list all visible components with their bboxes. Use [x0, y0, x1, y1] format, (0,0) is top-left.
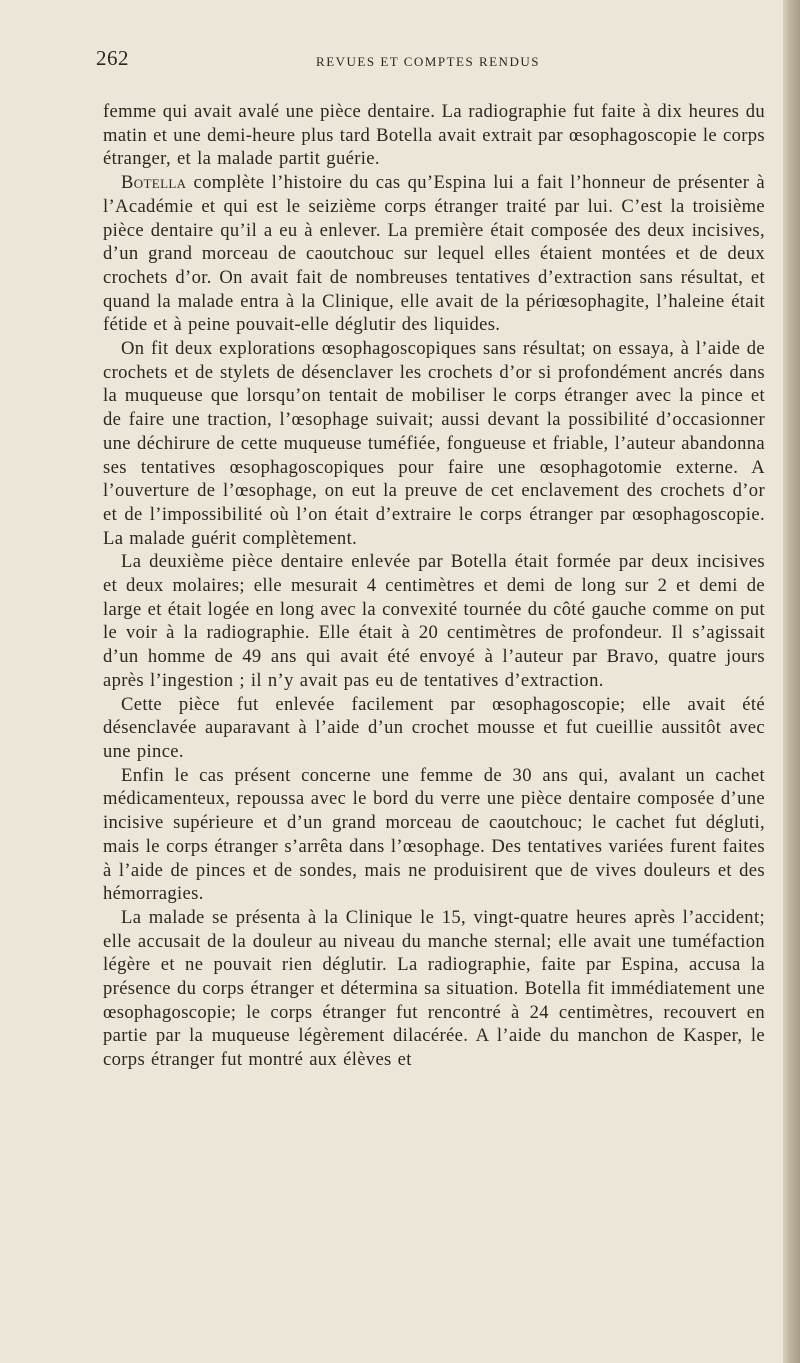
paragraph — [103, 906, 765, 1072]
running-title: REVUES ET COMPTES RENDUS — [316, 54, 540, 69]
paragraph — [103, 693, 765, 764]
body-text — [103, 100, 765, 1072]
paragraph-text: Enfin le cas présent concerne une femme de 30 ans qui, avalant un cachet médicamenteux, repoussa avec le bord du verre une pièce dentaire composée d’une incisive supérieure et d’un grand morceau de caoutchouc; le cachet fut dégluti, mais le corps étranger s’arrêta dans l’œsophage. Des tentatives variées furent faites à l’aide de pinces et de sondes, mais ne produisirent que de vives douleurs et des hémorragies. — [103, 764, 765, 905]
paragraph-text: La deuxième pièce dentaire enlevée par Botella était formée par deux incisives et deux molaires; elle mesurait 4 centimètres et demi de long sur 2 et demi de large et était logée en long avec la convexité tournée du côté gauche comme on put le voir à la radiographie. Elle était à 20 centimètres de profondeur. Il s’agissait d’un homme de 49 ans qui avait été envoyé à l’auteur par Bravo, quatre jours après l’ingestion ; il n’y avait pas eu de tentatives d’extraction. — [103, 551, 765, 691]
page-header — [88, 46, 768, 76]
author-name: Botella — [121, 172, 187, 194]
page-edge — [783, 0, 800, 1363]
paragraph-text: femme qui avait avalé une pièce dentaire. La radiographie fut faite à dix heures du matin et une demi-heure plus tard Botella avait extrait par œsophagoscopie le corps étranger, et la malade partit guérie. — [103, 101, 765, 170]
paragraph — [103, 550, 765, 692]
paragraph — [103, 337, 765, 550]
paragraph — [103, 100, 765, 171]
paragraph-text: complète l’histoire du cas qu’Espina lui a fait l’honneur de présenter à l’Académie et qui est le seizième corps étranger traité par lui. C’est la troisième pièce dentaire qu’il a eu à enlever. La première était composée des deux incisives, d’un grand morceau de caoutchouc sur lequel elles étaient montées et de deux crochets d’or. On avait fait de nombreuses tentatives d’extraction sans résultat, et quand la malade entra à la Clinique, elle avait de la périœsophagite, l’haleine était fétide et à peine pouvait-elle déglutir des liquides. — [103, 172, 765, 336]
paragraph — [103, 764, 765, 906]
paragraph-text: La malade se présenta à la Clinique le 15, vingt-quatre heures après l’accident; elle accusait de la douleur au niveau du manche sternal; elle avait une tuméfaction légère et ne pouvait rien déglutir. La radiographie, faite par Espina, accusa la présence du corps étranger et détermina sa situation. Botella fit immédiatement une œsophagoscopie; le corps étranger fut rencontré à 24 centimètres, recouvert en partie par la muqueuse légèrement dilacérée. A l’aide du manchon de Kasper, le corps étranger fut montré aux élèves et — [103, 906, 765, 1071]
page-number: 262 — [96, 46, 129, 70]
paragraph-text: Cette pièce fut enlevée facilement par œsophagoscopie; elle avait été désenclavée auparavant à l’aide d’un crochet mousse et fut cueillie aussitôt avec une pince. — [103, 693, 765, 762]
paragraph — [103, 171, 765, 337]
paragraph-text: On fit deux explorations œsophagoscopiques sans résultat; on essaya, à l’aide de crochets et de stylets de désenclaver les crochets d’or si profondément ancrés dans la muqueuse que lorsqu’on tentait de mobiliser le corps étranger avec la pince et de faire une traction, l’œsophage suivait; aussi devant la possibilité d’occasionner une déchirure de cette muqueuse tuméfiée, fongueuse et friable, l’auteur abandonna ses tentatives œsophagoscopiques pour faire une œsophagotomie externe. A l’ouverture de l’œsophage, on eut la preuve de cet enclavement des crochets d’or et de l’impossibilité où l’on était d’extraire le corps étranger par œsophagoscopie. La malade guérit complètement. — [103, 338, 765, 549]
